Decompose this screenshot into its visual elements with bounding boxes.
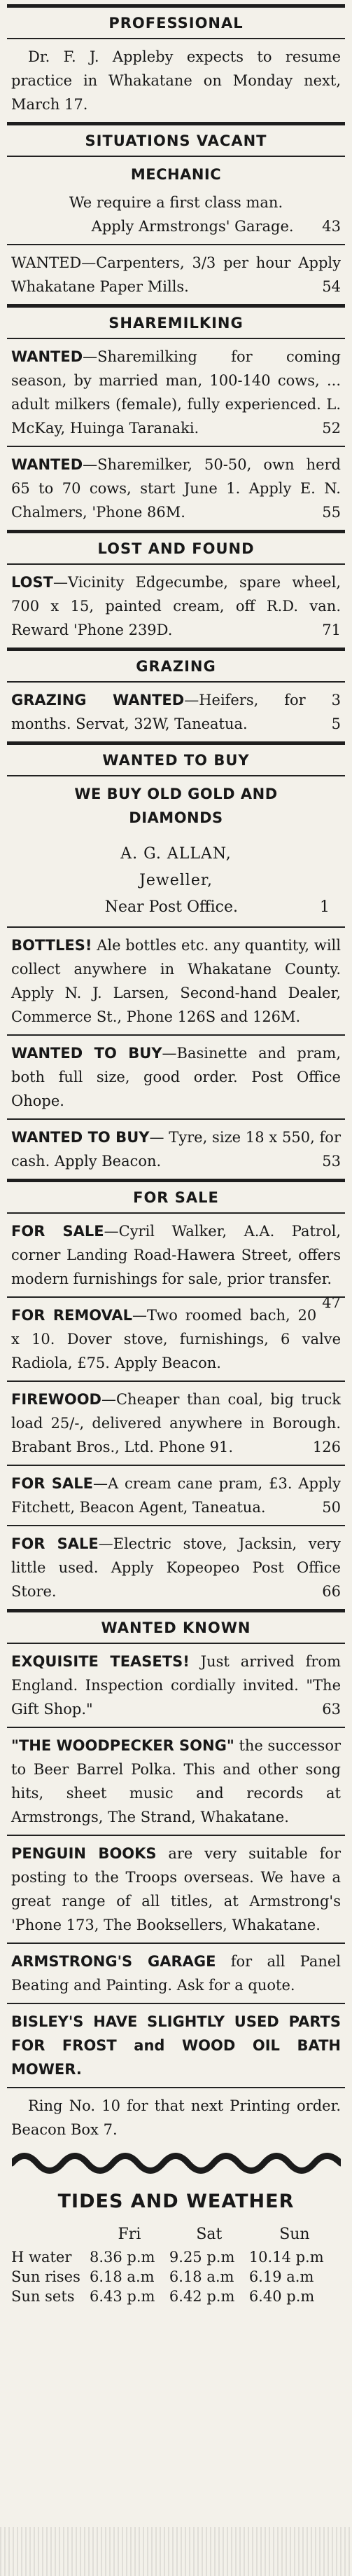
table-row: Sun rises 6.18 a.m 6.18 a.m 6.19 a.m: [11, 2268, 314, 2285]
heading-professional: PROFESSIONAL: [108, 15, 244, 32]
ad-removal: FOR REMOVAL—Two roomed bach, 20 x 10. Dover stove, furnishings, 6 valve Radiola, £75. Apply Beacon.: [11, 1307, 341, 1371]
gold-title: WE BUY OLD GOLD AND DIAMONDS: [74, 786, 278, 826]
row-label: H water: [11, 2249, 72, 2266]
day-fri: Fri: [118, 2226, 141, 2243]
row-label: Sun sets: [11, 2288, 75, 2305]
ad-basinette: WANTED TO BUY—Basinette and pram, both full size, good order. Post Office Ohope.: [11, 1045, 341, 1109]
ad-sharemilking-1: WANTED—Sharemilking for coming season, by married man, 100-140 cows, ... adult milkers (female), fully experienced. L. McKay, Huinga Taranaki. 52: [11, 348, 341, 437]
print-texture: [0, 2527, 352, 2576]
tides-table: [11, 2225, 340, 2306]
heading-wanted-known: WANTED KNOWN: [101, 1619, 251, 1636]
day-sat: Sat: [196, 2226, 223, 2243]
ad-armstrongs-garage: ARMSTRONG'S GARAGE for all Panel Beating and Painting. Ask for a quote.: [11, 1953, 342, 1994]
tides-title: TIDES AND WEATHER: [57, 2191, 295, 2212]
heading-wanted-to-buy: WANTED TO BUY: [102, 752, 250, 769]
subheading-mechanic: MECHANIC: [130, 166, 222, 183]
ad-stove: FOR SALE—Electric stove, Jacksin, very little used. Apply Kopeopeo Post Office Store. 66: [11, 1535, 341, 1600]
ad-woodpecker: "THE WOODPECKER SONG" the successor to Beer Barrel Polka. This and other song hits, sheet music and records at Armstrongs, The Strand, Whakatane.: [11, 1737, 342, 1825]
ad-teasets: EXQUISITE TEASETS! Just arrived from England. Inspection cordially invited. "The Gift Shop." 63: [11, 1653, 341, 1718]
heading-lost-found: LOST AND FOUND: [97, 540, 255, 557]
ad-carpenters: WANTED—Carpenters, 3/3 per hour Apply Whakatane Paper Mills. 54: [11, 254, 341, 295]
ad-text-line2: Apply Armstrongs' Garage. 43: [91, 218, 341, 235]
ad-penguin: PENGUIN BOOKS are very suitable for posting to the Troops overseas. We have a great range of all titles, at Armstrong's 'Phone 173, The Booksellers, Whakatane.: [11, 1845, 341, 1933]
wave-divider: [12, 2151, 341, 2175]
ad-tyre: WANTED TO BUY— Tyre, size 18 x 550, for cash. Apply Beacon. 53: [11, 1129, 341, 1170]
table-row: H water 8.36 p.m 9.25 p.m 10.14 p.m: [11, 2249, 324, 2266]
heading-grazing: GRAZING: [136, 658, 216, 675]
gold-trade: Jeweller,: [139, 872, 213, 889]
gold-where: Near Post Office. 1: [104, 898, 330, 916]
ad-walker: FOR SALE—Cyril Walker, A.A. Patrol, corner Landing Road-Hawera Street, offers modern furnishings for sale, prior transfer. 47: [11, 1223, 341, 1311]
ad-text: Dr. F. J. Appleby expects to resume practice in Whakatane on Monday next, March 17.: [11, 48, 341, 113]
ad-grazing: GRAZING WANTED—Heifers, for 3 months. Servat, 32W, Taneatua. 5: [11, 692, 341, 732]
table-row: Sun sets 6.43 p.m 6.42 p.m 6.40 p.m: [11, 2288, 315, 2305]
ad-appleby: [0, 39, 352, 122]
ad-firewood: FIREWOOD—Cheaper than coal, big truck load 25/-, delivered anywhere in Borough. Brabant Bros., Ltd. Phone 91. 126: [11, 1391, 341, 1455]
ad-pram: FOR SALE—A cream cane pram, £3. Apply Fitchett, Beacon Agent, Taneatua. 50: [11, 1475, 341, 1516]
heading-sharemilking: SHAREMILKING: [108, 315, 244, 331]
heading-for-sale: FOR SALE: [133, 1189, 219, 1206]
row-label: Sun rises: [11, 2268, 80, 2285]
ad-mechanic: [0, 191, 352, 244]
gold-name: A. G. ALLAN,: [120, 845, 232, 863]
ad-text: We require a first class man.: [69, 194, 283, 211]
ad-lost: LOST—Vicinity Edgecumbe, spare wheel, 700 x 15, painted cream, off R.D. van. Reward 'Phone 239D. 71: [11, 574, 341, 638]
tides-header-row: [11, 2225, 340, 2247]
ad-sharemilking-2: WANTED—Sharemilker, 50-50, own herd 65 to 70 cows, start June 1. Apply E. N. Chalmers, 'Phone 86M. 55: [11, 456, 341, 521]
ad-bottles: BOTTLES! Ale bottles etc. any quantity, will collect anywhere in Whakatane County. Apply N. J. Larsen, Second-hand Dealer, Commerce St., Phone 126S and 126M.: [11, 937, 341, 1025]
ad-bisleys: BISLEY'S HAVE SLIGHTLY USED PARTS FOR FROST and WOOD OIL BATH MOWER.: [11, 2013, 341, 2078]
ad-printing: Ring No. 10 for that next Printing order. Beacon Box 7.: [11, 2097, 341, 2138]
day-sun: Sun: [279, 2226, 310, 2243]
heading-situations-vacant: SITUATIONS VACANT: [85, 132, 267, 149]
